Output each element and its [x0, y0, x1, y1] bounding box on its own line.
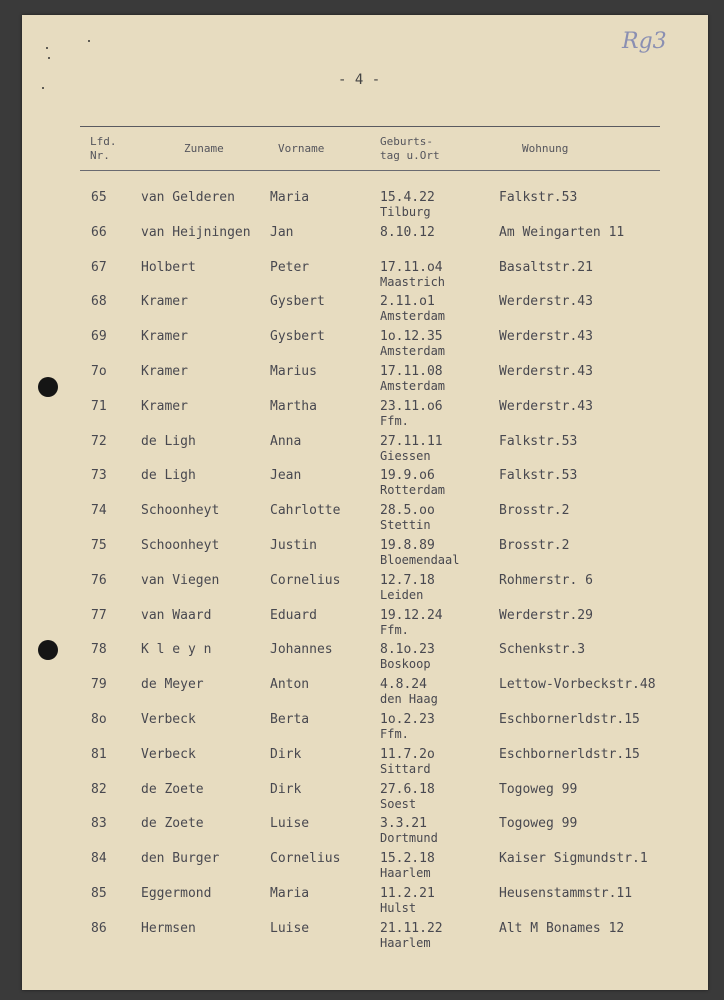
row-birthplace: Ffm.	[380, 622, 409, 637]
corner-handwritten-mark: Rg3	[622, 29, 667, 54]
table-row	[22, 921, 708, 955]
table-row	[22, 886, 708, 920]
row-number: 72	[91, 433, 107, 449]
row-address: Alt M Bonames 12	[499, 920, 625, 936]
row-address: Lettow-Vorbeckstr.48	[499, 677, 656, 693]
row-birthplace: Leiden	[380, 587, 424, 602]
row-surname: van Heijningen	[141, 224, 251, 240]
row-birthplace: Haarlem	[380, 866, 431, 881]
paper-speck	[88, 40, 90, 42]
row-surname: Schoonheyt	[141, 503, 220, 519]
row-firstname: Luise	[270, 816, 310, 832]
row-address: Werderstr.43	[499, 398, 593, 414]
paper-speck	[48, 57, 50, 59]
row-birthplace: Amsterdam	[380, 344, 446, 359]
row-surname: van Viegen	[141, 572, 220, 588]
row-firstname: Peter	[270, 259, 310, 275]
row-birthdate-date: 19.9.o6	[380, 468, 435, 484]
document-page	[22, 15, 708, 990]
row-birthdate	[380, 434, 443, 464]
row-birthdate	[380, 225, 435, 240]
row-surname: Kramer	[141, 294, 188, 310]
row-address: Eschbornerldstr.15	[499, 746, 640, 762]
row-address: Falkstr.53	[499, 468, 578, 484]
row-birthdate-date: 15.4.22	[380, 190, 435, 205]
table-row	[22, 260, 708, 294]
row-firstname: Cahrlotte	[270, 503, 341, 519]
row-address: Kaiser Sigmundstr.1	[499, 851, 648, 867]
row-birthdate-date: 23.11.o6	[380, 398, 443, 414]
row-birthdate-date: 17.11.o4	[380, 259, 443, 275]
paper-speck	[42, 87, 44, 89]
row-firstname: Cornelius	[270, 851, 341, 867]
row-number: 71	[91, 398, 107, 414]
row-birthdate	[380, 399, 443, 429]
row-birthplace: Amsterdam	[380, 379, 446, 393]
row-birthdate	[380, 260, 445, 290]
row-firstname: Berta	[270, 712, 310, 727]
row-surname: de Zoete	[141, 781, 204, 797]
row-address: Heusenstammstr.11	[499, 886, 633, 901]
row-firstname: Eduard	[270, 607, 317, 623]
row-birthdate-date: 11.2.21	[380, 886, 435, 901]
row-number: 7o	[91, 364, 107, 379]
row-number: 75	[91, 538, 107, 553]
row-birthplace: Giessen	[380, 448, 431, 463]
row-surname: Verbeck	[141, 712, 196, 727]
row-number: 65	[91, 190, 107, 205]
row-address: Werderstr.43	[499, 364, 593, 379]
row-firstname: Maria	[270, 886, 310, 901]
row-birthdate-date: 1o.2.23	[380, 712, 435, 727]
row-number: 69	[91, 329, 107, 345]
row-birthdate	[380, 782, 435, 812]
row-birthplace: Dortmund	[380, 831, 438, 846]
table-header-rule	[80, 170, 660, 171]
row-birthdate-date: 2.11.o1	[380, 294, 435, 310]
table-row	[22, 294, 708, 328]
row-firstname: Gysbert	[270, 294, 325, 310]
row-number: 83	[91, 816, 107, 832]
table-row	[22, 608, 708, 642]
row-birthplace: Stettin	[380, 518, 431, 533]
page-number: - 4 -	[338, 72, 381, 88]
row-birthdate	[380, 747, 435, 777]
row-birthdate	[380, 468, 445, 498]
row-birthdate	[380, 677, 438, 707]
row-firstname: Dirk	[270, 781, 302, 797]
row-birthplace: Tilburg	[380, 205, 431, 219]
row-number: 84	[91, 851, 107, 867]
row-firstname: Justin	[270, 538, 317, 553]
table-row	[22, 468, 708, 502]
row-address: Brosstr.2	[499, 538, 570, 553]
row-birthplace: Soest	[380, 796, 417, 811]
table-row	[22, 851, 708, 885]
row-number: 82	[91, 781, 107, 797]
row-firstname: Luise	[270, 920, 310, 936]
row-birthdate	[380, 538, 459, 568]
row-birthdate-date: 11.7.2o	[380, 746, 435, 762]
row-birthplace: Boskoop	[380, 657, 431, 672]
row-birthplace: Amsterdam	[380, 309, 446, 324]
row-number: 8o	[91, 712, 107, 727]
row-surname: van Gelderen	[141, 190, 235, 205]
row-birthdate	[380, 608, 443, 638]
row-number: 74	[91, 503, 107, 519]
table-row	[22, 364, 708, 398]
row-birthdate-date: 4.8.24	[380, 677, 427, 693]
header-nr: Lfd. Nr.	[90, 135, 117, 162]
table-row	[22, 642, 708, 676]
row-surname: Schoonheyt	[141, 538, 220, 553]
row-birthdate	[380, 921, 443, 951]
row-birthdate	[380, 364, 445, 394]
row-surname: de Meyer	[141, 677, 204, 693]
row-birthdate-date: 3.3.21	[380, 816, 427, 832]
table-row	[22, 225, 708, 259]
row-birthdate-date: 17.11.08	[380, 364, 443, 379]
row-birthdate-date: 28.5.oo	[380, 503, 435, 519]
row-surname: Kramer	[141, 329, 188, 345]
row-birthdate-date: 8.1o.23	[380, 642, 435, 658]
row-birthplace: Ffm.	[380, 413, 409, 428]
row-firstname: Anna	[270, 433, 302, 449]
row-firstname: Jean	[270, 468, 302, 484]
row-number: 81	[91, 746, 107, 762]
row-surname: Kramer	[141, 398, 188, 414]
header-surname: Zuname	[184, 142, 224, 155]
row-number: 73	[91, 468, 107, 484]
row-firstname: Gysbert	[270, 329, 325, 345]
row-birthdate-date: 27.6.18	[380, 781, 435, 797]
row-birthdate-date: 21.11.22	[380, 920, 443, 936]
row-address: Rohmerstr. 6	[499, 572, 593, 588]
row-surname: Kramer	[141, 364, 188, 379]
row-birthdate	[380, 190, 435, 220]
row-birthdate-date: 1o.12.35	[380, 329, 443, 345]
table-top-rule	[80, 126, 660, 127]
row-surname: de Ligh	[141, 468, 196, 484]
row-birthdate-date: 15.2.18	[380, 851, 435, 867]
table-row	[22, 747, 708, 781]
table-row	[22, 816, 708, 850]
row-birthdate	[380, 712, 435, 742]
row-birthdate-date: 19.8.89	[380, 538, 435, 553]
row-firstname: Anton	[270, 677, 310, 693]
row-birthdate-date: 27.11.11	[380, 433, 443, 449]
row-firstname: Jan	[270, 224, 294, 240]
row-birthplace: Sittard	[380, 761, 431, 776]
row-number: 68	[91, 294, 107, 310]
table-row	[22, 782, 708, 816]
header-birth: Geburts- tag u.Ort	[380, 135, 440, 162]
row-birthplace: Hulst	[380, 901, 417, 915]
table-row	[22, 503, 708, 537]
row-birthplace: Bloemendaal	[380, 553, 460, 567]
header-address: Wohnung	[522, 142, 569, 155]
row-surname: de Ligh	[141, 433, 196, 449]
row-surname: de Zoete	[141, 816, 204, 832]
row-birthplace: Rotterdam	[380, 483, 446, 498]
row-birthdate	[380, 642, 435, 672]
row-address: Togoweg 99	[499, 781, 578, 797]
row-address: Am Weingarten 11	[499, 224, 625, 240]
row-surname: Eggermond	[141, 886, 212, 901]
row-firstname: Dirk	[270, 746, 302, 762]
row-number: 66	[91, 224, 107, 240]
row-number: 78	[91, 642, 107, 658]
row-surname: van Waard	[141, 607, 212, 623]
row-birthdate-date: 12.7.18	[380, 572, 435, 588]
row-firstname: Martha	[270, 398, 317, 414]
row-number: 79	[91, 677, 107, 693]
row-address: Falkstr.53	[499, 433, 578, 449]
table-row	[22, 434, 708, 468]
row-address: Eschbornerldstr.15	[499, 712, 640, 727]
header-firstname: Vorname	[278, 142, 325, 155]
table-row	[22, 399, 708, 433]
table-row	[22, 712, 708, 746]
row-number: 85	[91, 886, 107, 901]
row-address: Werderstr.29	[499, 607, 593, 623]
table-row	[22, 538, 708, 572]
row-address: Togoweg 99	[499, 816, 578, 832]
row-address: Werderstr.43	[499, 329, 593, 345]
table-row	[22, 573, 708, 607]
row-firstname: Johannes	[270, 642, 333, 658]
row-number: 67	[91, 259, 107, 275]
row-address: Schenkstr.3	[499, 642, 586, 658]
row-number: 86	[91, 920, 107, 936]
row-firstname: Cornelius	[270, 572, 341, 588]
row-birthplace: Ffm.	[380, 727, 409, 741]
row-birthdate	[380, 503, 435, 533]
row-address: Brosstr.2	[499, 503, 570, 519]
row-birthdate	[380, 573, 435, 603]
row-birthdate-date: 19.12.24	[380, 607, 443, 623]
row-surname: Hermsen	[141, 920, 196, 936]
row-number: 76	[91, 572, 107, 588]
row-firstname: Marius	[270, 364, 317, 379]
row-birthdate-date: 8.10.12	[380, 224, 435, 240]
row-address: Falkstr.53	[499, 190, 578, 205]
row-birthdate	[380, 329, 445, 359]
row-surname: Holbert	[141, 259, 196, 275]
table-row	[22, 190, 708, 224]
row-address: Werderstr.43	[499, 294, 593, 310]
row-birthplace: den Haag	[380, 692, 438, 707]
table-row	[22, 329, 708, 363]
row-surname: K l e y n	[141, 642, 212, 658]
row-birthdate	[380, 816, 438, 846]
row-surname: den Burger	[141, 851, 220, 867]
row-birthdate	[380, 294, 445, 324]
table-row	[22, 677, 708, 711]
paper-speck	[46, 47, 48, 49]
row-birthdate	[380, 886, 435, 916]
row-birthdate	[380, 851, 435, 881]
row-address: Basaltstr.21	[499, 259, 593, 275]
row-number: 77	[91, 607, 107, 623]
row-birthplace: Haarlem	[380, 935, 431, 950]
row-birthplace: Maastrich	[380, 274, 446, 289]
row-firstname: Maria	[270, 190, 310, 205]
row-surname: Verbeck	[141, 746, 196, 762]
